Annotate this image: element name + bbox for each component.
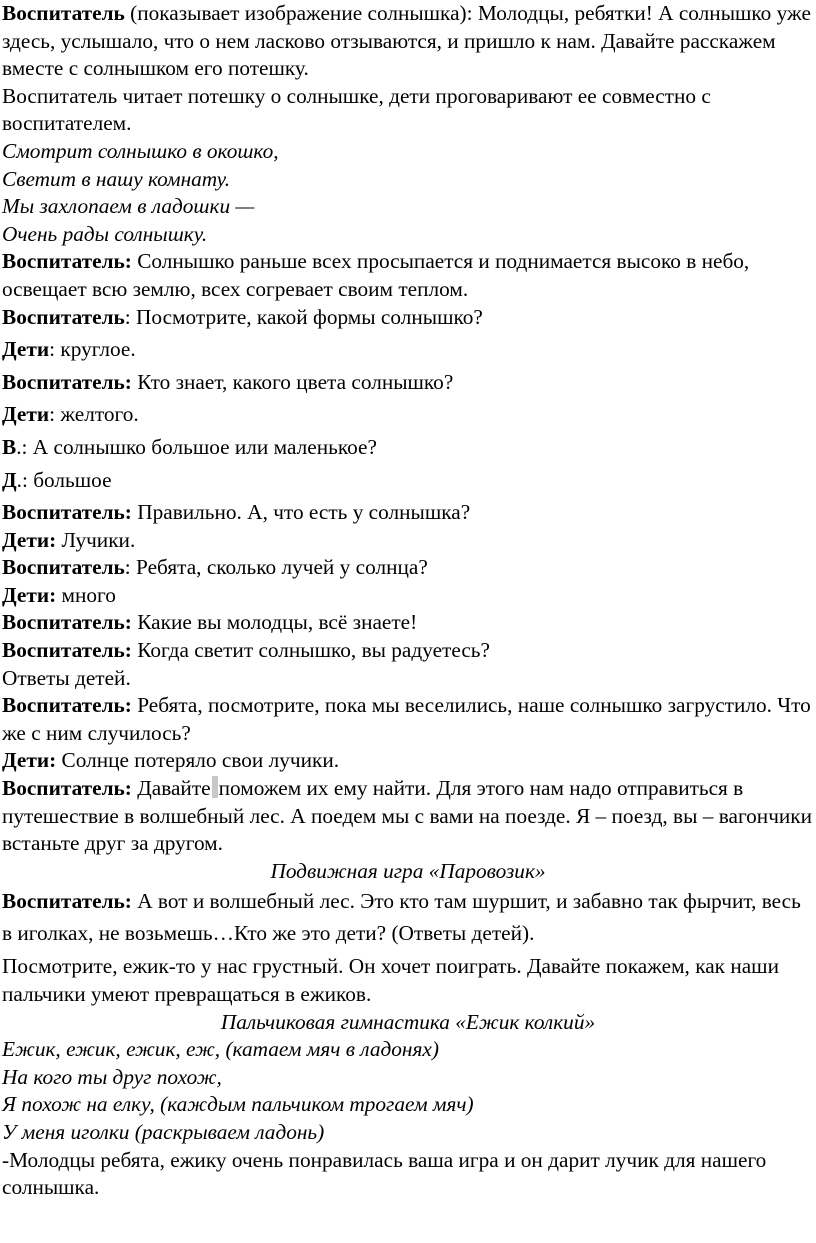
dialogue-text: : круглое.: [49, 337, 136, 362]
paragraph-intro: [2, 0, 814, 83]
poem-line: Я похож на елку, (каждым пальчиком трогаем мяч): [2, 1092, 474, 1117]
paragraph-answers: [2, 665, 814, 693]
dialogue-text: Какие вы молодцы, всё знаете!: [131, 610, 418, 635]
speaker-label: Воспитатель:: [2, 776, 132, 801]
dialogue-line: [2, 401, 814, 429]
document-page: [2, 0, 814, 1202]
paragraph-instruction: [2, 83, 814, 138]
dialogue-text: А вот и волшебный лес. Это кто там шуршит, и забавно так фырчит, весь в иголках, не возьмешь…Кто же это дети? (Ответы детей).: [2, 889, 801, 946]
dialogue-line: [2, 554, 814, 582]
dialogue-line: [2, 637, 814, 665]
paragraph-hedgehog: [2, 953, 814, 1008]
speaker-label: Воспитатель:: [2, 610, 132, 635]
speaker-label: Дети: [2, 337, 50, 362]
dialogue-text: Солнышко раньше всех просыпается и поднимается высоко в небо, освещает всю землю, всех согревает своим теплом.: [2, 249, 750, 301]
text-cursor-mark: [212, 776, 218, 798]
dialogue-line: [2, 336, 814, 364]
speaker-label: Воспитатель:: [2, 500, 132, 525]
speaker-label: Дети: [2, 402, 50, 427]
dialogue-line: [2, 434, 814, 462]
dialogue-line: [2, 369, 814, 397]
dialogue-line: [2, 527, 814, 555]
speaker-label: Воспитатель: [2, 304, 125, 329]
speaker-label: Воспитатель:: [2, 638, 132, 663]
dialogue-line: [2, 248, 814, 303]
speaker-label: Воспитатель: [2, 555, 125, 580]
dialogue-line: [2, 747, 814, 775]
paragraph-text: (показывает изображение солнышка): Молодцы, ребятки! А солнышко уже здесь, услышало, что о нем ласково отзываются, и пришло к нам. Давайте расскажем вместе с солнышком его потешку.: [2, 1, 811, 81]
dialogue-line: [2, 609, 814, 637]
dialogue-text: : Ребята, сколько лучей у солнца?: [124, 555, 428, 580]
dialogue-text: Когда светит солнышко, вы радуетесь?: [131, 638, 490, 663]
dialogue-text: : желтого.: [49, 402, 139, 427]
speaker-label: В: [2, 434, 17, 459]
speaker-label: Воспитатель: [2, 1, 125, 25]
paragraph-text: -Молодцы ребята, ежику очень понравилась ваша игра и он дарит лучик для нашего солнышка.: [2, 1147, 767, 1200]
dialogue-line: [2, 582, 814, 610]
speaker-label: Воспитатель:: [2, 369, 132, 394]
poem-hedgehog: [2, 1036, 814, 1146]
dialogue-line: [2, 304, 814, 332]
dialogue-text: Солнце потеряло свои лучики.: [56, 748, 340, 773]
dialogue-text: .: большое: [16, 467, 112, 492]
speaker-label: Д: [2, 467, 17, 492]
dialogue-text: много: [56, 582, 116, 607]
speaker-label: Дети:: [2, 582, 57, 607]
dialogue-text: Кто знает, какого цвета солнышко?: [131, 369, 454, 394]
dialogue-text: поможем их ему найти. Для этого нам надо отправиться в путешествие в волшебный лес. А поедем мы с вами на поезде. Я – поезд, вы – вагончики встаньте друг за другом.: [2, 776, 813, 856]
dialogue-text: Лучики.: [56, 527, 136, 552]
poem-line: Ежик, ежик, ежик, еж, (катаем мяч в ладонях): [2, 1037, 439, 1062]
dialogue-text: : Посмотрите, какой формы солнышко?: [124, 304, 483, 329]
speaker-label: Дети:: [2, 527, 57, 552]
dialogue-text: Давайте: [131, 776, 211, 801]
speaker-label: Дети:: [2, 748, 57, 773]
poem-line: На кого ты друг похож,: [2, 1064, 222, 1089]
dialogue-text: .: А солнышко большое или маленькое?: [16, 434, 377, 459]
dialogue-text: Правильно. А, что есть у солнышка?: [131, 500, 471, 525]
dialogue-line: [2, 499, 814, 527]
paragraph-closing: [2, 1147, 814, 1202]
paragraph-text: Посмотрите, ежик-то у нас грустный. Он хочет поиграть. Давайте покажем, как наши пальчики умеют превращаться в ежиков.: [2, 954, 779, 1006]
section-heading: Пальчиковая гимнастика «Ежик колкий»: [220, 1009, 596, 1034]
speaker-label: Воспитатель:: [2, 693, 132, 718]
dialogue-line: [2, 885, 814, 949]
paragraph-text: Воспитатель читает потешку о солнышке, дети проговаривают ее совместно с воспитателем.: [2, 83, 711, 136]
dialogue-text: Ребята, посмотрите, пока мы веселились, наше солнышко загрустило. Что же с ним случилось?: [2, 693, 811, 745]
dialogue-line: [2, 467, 814, 495]
speaker-label: Воспитатель:: [2, 889, 132, 914]
dialogue-line: [2, 775, 814, 858]
section-heading: Подвижная игра «Паровозик»: [270, 858, 546, 883]
paragraph-text: Ответы детей.: [2, 665, 131, 690]
poem-line: Смотрит солнышко в окошко,: [2, 138, 279, 163]
poem-line: У меня иголки (раскрываем ладонь): [2, 1119, 325, 1144]
poem-line: Очень рады солнышку.: [2, 221, 208, 246]
poem-line: Светит в нашу комнату.: [2, 166, 231, 191]
dialogue-line: [2, 692, 814, 747]
speaker-label: Воспитатель:: [2, 249, 132, 274]
poem-sun: [2, 138, 814, 248]
poem-line: Мы захлопаем в ладошки —: [2, 194, 255, 219]
